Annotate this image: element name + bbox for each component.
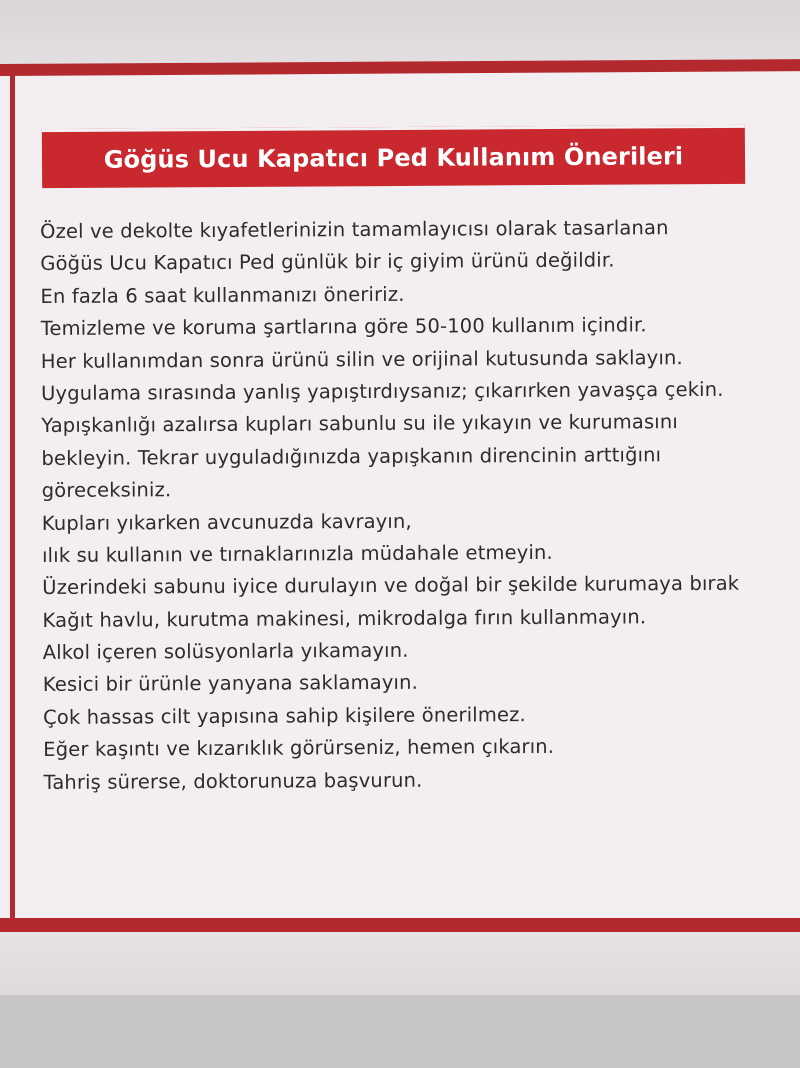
instruction-line: Alkol içeren solüsyonlarla yıkamayın. xyxy=(42,638,409,665)
instruction-line: En fazla 6 saat kullanmanızı öneririz. xyxy=(40,282,405,308)
title-banner xyxy=(42,125,745,188)
red-border-left xyxy=(10,70,15,930)
usage-instructions xyxy=(40,211,800,799)
background-top xyxy=(0,0,800,64)
red-border-bottom xyxy=(0,918,800,932)
instruction-line: Yapışkanlığı azalırsa kupları sabunlu su ile yıkayın ve kurumasını xyxy=(41,410,678,438)
instruction-line: Özel ve dekolte kıyafetlerinizin tamamlayıcısı olarak tasarlanan xyxy=(40,216,669,243)
instruction-line: Kupları yıkarken avcunuzda kavrayın, xyxy=(41,509,412,535)
instruction-line: göreceksiniz. xyxy=(41,478,172,503)
instruction-line: bekleyin. Tekrar uyguladığınızda yapışkanın direncinin arttığını xyxy=(41,442,662,470)
page-title: Göğüs Ucu Kapatıcı Ped Kullanım Önerileri xyxy=(103,142,684,174)
instruction-line: Eğer kaşıntı ve kızarıklık görürseniz, hemen çıkarın. xyxy=(43,735,555,762)
instruction-line: ılık su kullanın ve tırnaklarınızla müdahale etmeyin. xyxy=(42,540,553,567)
instruction-line: Uygulama sırasında yanlış yapıştırdıysanız; çıkarırken yavaşça çekin. xyxy=(41,377,724,405)
instruction-line: Kesici bir ürünle yanyana saklamayın. xyxy=(42,671,419,697)
instruction-line: Her kullanımdan sonra ürünü silin ve orijinal kutusunda saklayın. xyxy=(40,345,683,373)
bottom-shadow xyxy=(0,995,800,1068)
instruction-line: Çok hassas cilt yapısına sahip kişilere önerilmez. xyxy=(42,702,526,729)
instruction-line: Üzerindeki sabunu iyice durulayın ve doğal bir şekilde kurumaya bırak xyxy=(42,572,740,600)
instruction-line: Temizleme ve koruma şartlarına göre 50-100 kullanım içindir. xyxy=(40,313,647,341)
instruction-line: Kağıt havlu, kurutma makinesi, mikrodalga fırın kullanmayın. xyxy=(42,604,647,632)
instruction-line: Tahriş sürerse, doktorunuza başvurun. xyxy=(43,768,423,794)
instruction-line: Göğüs Ucu Kapatıcı Ped günlük bir iç giyim ürünü değildir. xyxy=(40,248,615,276)
